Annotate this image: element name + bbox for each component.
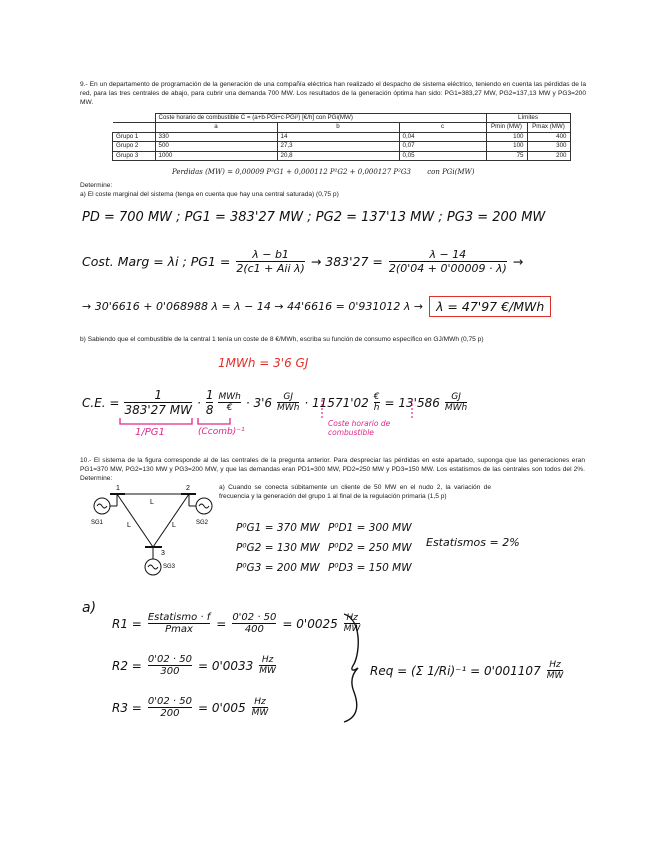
hw-pd2: P⁰D2 = 250 MW [328,542,412,554]
hw-equals: = [216,616,227,631]
hw-pd3: P⁰D3 = 150 MW [328,562,412,574]
frac-num: 0'02 · 50 [147,654,192,665]
frac-den: 383'27 MW [124,403,192,417]
col-pmin: Pmin (MW) [486,123,527,132]
hw-generations [236,518,320,578]
row-name: Grupo 3 [113,151,156,160]
frac-den: 2(c1 + Aii λ) [236,262,305,275]
hw-lambda-result: λ = 47'97 €/MWh [429,296,551,317]
hw-brace [340,612,370,724]
col-pmax: Pmax (MW) [527,123,570,132]
hw-cost-marg-label: Cost. Marg = λi ; PG1 = [82,254,231,269]
header-limits: Límites [486,114,570,123]
hw-arrow-value: → 383'27 = [310,254,383,269]
line-2-3 [153,494,189,547]
frac-num: GJ [283,392,294,402]
frac-den: MWh [277,403,300,413]
cell-b: 20,8 [277,151,399,160]
losses-expression: Perdidas (MW) = 0,00009 P²G1 + 0,000112 P²G2 + 0,000127 P²G3 [172,168,411,176]
frac-den: Pmax [165,624,193,635]
hw-pg1: P⁰G1 = 370 MW [236,522,320,534]
cell-b: 27,3 [277,142,399,151]
line-label: L [150,499,154,506]
cell-pmax: 400 [527,132,570,141]
col-c: c [399,123,486,132]
hw-part-a-marker: a) [82,600,97,616]
frac-num: λ − 14 [429,248,467,261]
q10-part-a: a) Cuando se conecta súbitamente un cliente de 50 MW en el nudo 2, la variación de frecuencia y la generación del grupo 1 al final de la regulación primaria (1,5 p) [219,484,491,501]
hw-pd1: P⁰D1 = 300 MW [328,522,412,534]
sg2-label: SG2 [196,520,209,526]
cell-a: 500 [155,142,277,151]
hw-solve-steps: → 30'6616 + 0'068988 λ = λ − 14 → 44'6616 = 0'931012 λ → [82,300,424,313]
frac-num: λ − b1 [252,248,289,261]
cell-c: 0,04 [399,132,486,141]
row-name: Grupo 1 [113,132,156,141]
cell-c: 0,07 [399,142,486,151]
frac-num: MWh [218,392,241,402]
frac-den: 300 [160,666,180,677]
q9-statement: 9.- En un departamento de programación de la generación de una compañía eléctrica han realizado el despacho de sistema eléctrico, teniendo en cuenta las pérdidas de la red, para las tres centrales de abajo, para cubrir una demanda 700 MW. Los resultados de la generación óptima han sido: PG1=383,27 MW, PG2=137,13 MW y PG3=200 MW. [80,81,586,107]
hw-note-inv-pg1: 1/PG1 [135,427,165,438]
col-b: b [277,123,399,132]
hw-specific-consumption: C.E. = $\frac{1}{383'27 MW}$ · $\frac{1}{8}$ $\frac{\text{MWh}}{€}$ · 3'6 $\frac{GJ}{\text{MWh}}$ · 11571'02 $\frac{€}{h}$ = 13'586 $\frac{GJ}{\text{MWh}}$ [82,388,468,417]
hw-conversion: 1MWh = 3'6 GJ [218,356,309,370]
hw-r3-result: = 0'005 [197,700,246,715]
hw-r2-unit [259,655,276,676]
hw-r3-label: R3 = [112,700,142,715]
line-1-3 [117,494,153,547]
q9-part-b: b) Sabiendo que el combustible de la central 1 tenía un coste de 8 €/MWh, escriba su función de consumo específico en GJ/MWh (0,75 p) [80,336,484,343]
node-1-label: 1 [116,485,120,492]
frac-den: 8 [205,403,214,417]
frac-den: 400 [244,624,264,635]
sg1-label: SG1 [91,520,104,526]
losses-unit: con PGi(MW) [427,168,475,176]
node-3-label: 3 [161,550,165,557]
hw-req-unit [547,660,564,681]
frac-num: € [373,392,380,402]
frac-num: Hz [346,613,358,623]
q9-part-a: a) El coste marginal del sistema (tenga en cuenta que hay una central saturada) (0,75 p) [80,191,339,198]
hw-note-inv-fuel: (Ccomb)⁻¹ [198,427,245,437]
cell-a: 1000 [155,151,277,160]
line-label: L [172,522,176,529]
frac-den: € [226,403,233,413]
hw-req-expression: Req = (Σ 1/Ri)⁻¹ = 0'001107 [370,663,541,678]
frac-num: 0'02 · 50 [232,612,277,623]
hw-demands [328,518,412,578]
hw-r2-frac [148,654,192,677]
determine-label: Determine: [80,182,113,189]
q10-statement: 10.- El sistema de la figura corresponde al de las centrales de la pregunta anterior. Para despreciar las pérdidas en este apartado, suponga que las generaciones eran PG1=370 MW, PG2=130 MW y PG3=200 MW, y que las demandas eran PD1=300 MW, PD2=250 MW y PD3=150 MW. Los estatismos de las centrales son todos del 2%. Determine: [80,457,585,483]
frac-num: 1 [154,388,163,402]
cell-a: 330 [155,132,277,141]
hw-r2-eq [112,654,276,677]
row-name: Grupo 2 [113,142,156,151]
cell-pmax: 300 [527,142,570,151]
frac-den: MWh [444,403,468,413]
three-bus-diagram [90,484,215,584]
hw-note-hourly-cost: Coste horario de combustible [328,419,391,437]
hw-r1-frac-numeric [232,612,276,635]
hw-r3-unit [252,697,269,718]
hw-req-eq [370,660,563,681]
hw-ce-hourly-cost: · 11571'02 [304,395,369,410]
hw-r3-eq [112,696,268,719]
hw-arrow: → [512,254,524,269]
sg3-label: SG3 [163,564,176,570]
frac-num: Estatismo · f [147,612,211,623]
hw-estatismos: Estatismos = 2% [426,536,520,549]
frac-num: GJ [451,392,461,402]
frac-num: 0'02 · 50 [147,696,192,707]
hw-given-values: PD = 700 MW ; PG1 = 383'27 MW ; PG2 = 137'13 MW ; PG3 = 200 MW [82,210,546,225]
hw-r3-frac [148,696,192,719]
hw-r1-result: = 0'0025 [282,616,338,631]
frac-num: Hz [549,660,561,670]
cell-c: 0,05 [399,151,486,160]
cell-pmax: 200 [527,151,570,160]
frac-den: MW [251,708,269,718]
frac-den: 2(0'04 + 0'00009 · λ) [388,262,507,275]
frac-den: MW [546,671,564,681]
hw-r1-label: R1 = [112,616,142,631]
frac-num: 1 [205,388,214,402]
hw-r1-eq [112,612,360,635]
frac-num: Hz [261,655,274,665]
node-2-label: 2 [186,485,190,492]
cell-pmin: 75 [486,151,527,160]
hw-r2-result: = 0'0033 [197,658,254,673]
col-a: a [155,123,277,132]
header-cost: Coste horario de combustible C = (a+b·PGi+c·PGi²) [€/h] con PGi(MW) [155,114,486,123]
hw-ce-result: = 13'586 [384,395,440,410]
frac-den: 200 [160,708,180,719]
frac-den: h [373,403,380,413]
hw-pg2: P⁰G2 = 130 MW [236,542,320,554]
cell-pmin: 100 [486,132,527,141]
hw-pg3: P⁰G3 = 200 MW [236,562,320,574]
hw-r1-frac-general [148,612,210,635]
frac-den: MW [259,666,276,676]
line-label: L [127,522,131,529]
frac-den: MW [343,624,361,634]
hw-ce-conversion: · 3'6 [245,395,273,410]
hw-r2-label: R2 = [112,658,142,673]
cell-b: 14 [277,132,399,141]
cell-pmin: 100 [486,142,527,151]
frac-num: Hz [254,697,266,707]
hw-ce-label: C.E. = [82,395,120,410]
